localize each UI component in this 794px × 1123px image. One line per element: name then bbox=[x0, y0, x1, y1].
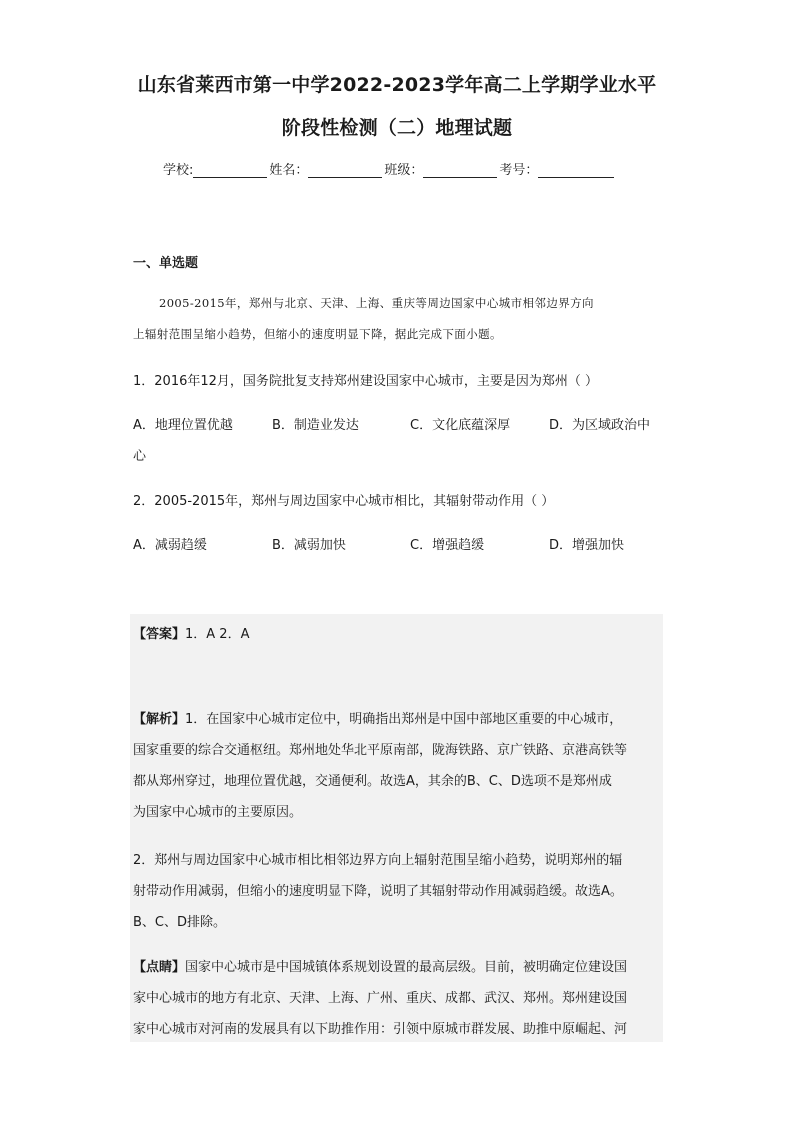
analysis-1-line-2: 国家重要的综合交通枢纽。郑州地处华北平原南部，陇海铁路、京广铁路、京港高铁等 bbox=[133, 743, 628, 758]
analysis-2-line-1: 2．郑州与周边国家中心城市相比相邻边界方向上辐射范围呈缩小趋势，说明郑州的辐 bbox=[133, 853, 623, 868]
q1-option-d-wrap: 心 bbox=[133, 449, 147, 464]
analysis-1-line-3: 都从郑州穿过，地理位置优越，交通便利。故选A，其余的B、C、D选项不是郑州成 bbox=[133, 774, 612, 789]
student-info-row bbox=[163, 159, 616, 178]
remark-line-2: 家中心城市的地方有北京、天津、上海、广州、重庆、成都、武汉、郑州。郑州建设国 bbox=[133, 991, 628, 1006]
q1-option-b[interactable]: B．制造业发达 bbox=[272, 418, 359, 433]
answer-text: 1．A 2．A bbox=[185, 627, 250, 642]
section-title: 一、单选题 bbox=[133, 256, 199, 271]
exam-title-line-1: 山东省莱西市第一中学2022-2023学年高二上学期学业水平 bbox=[137, 74, 657, 96]
analysis-1-line-1: 【解析】1．在国家中心城市定位中，明确指出郑州是中国中部地区重要的中心城市， bbox=[133, 712, 623, 727]
analysis-1 bbox=[133, 704, 665, 828]
class-blank[interactable] bbox=[423, 165, 497, 178]
analysis-2-line-3: B、C、D排除。 bbox=[133, 915, 227, 930]
class-label: 班级： bbox=[384, 163, 424, 178]
q1-option-d[interactable]: D．为区域政治中 bbox=[549, 418, 651, 433]
answer-line bbox=[133, 623, 249, 642]
exam-no-label: 考号： bbox=[499, 163, 539, 178]
q2-option-d[interactable]: D．增强加快 bbox=[549, 538, 625, 553]
passage-line-1: 2005-2015年，郑州与北京、天津、上海、重庆等周边国家中心城市相邻边界方向 bbox=[159, 296, 594, 310]
q2-option-b[interactable]: B．减弱加快 bbox=[272, 538, 346, 553]
q2-option-c[interactable]: C．增强趋缓 bbox=[410, 538, 485, 553]
question-1-stem: 1．2016年12月，国务院批复支持郑州建设国家中心城市，主要是因为郑州（ ） bbox=[133, 374, 599, 389]
remark-line-3: 家中心城市对河南的发展具有以下助推作用：引领中原城市群发展、助推中原崛起、河 bbox=[133, 1022, 628, 1037]
analysis-2 bbox=[133, 845, 665, 938]
remark bbox=[133, 952, 665, 1045]
q1-option-c[interactable]: C．文化底蕴深厚 bbox=[410, 418, 511, 433]
name-blank[interactable] bbox=[308, 165, 382, 178]
q2-option-a[interactable]: A．减弱趋缓 bbox=[133, 538, 207, 553]
school-label: 学校: bbox=[163, 163, 194, 178]
passage-line-2: 上辐射范围呈缩小趋势，但缩小的速度明显下降，据此完成下面小题。 bbox=[133, 327, 502, 341]
remark-line-1: 【点睛】国家中心城市是中国城镇体系规划设置的最高层级。目前，被明确定位建设国 bbox=[133, 960, 628, 975]
exam-no-blank[interactable] bbox=[538, 165, 614, 178]
analysis-2-line-2: 射带动作用减弱，但缩小的速度明显下降，说明了其辐射带动作用减弱趋缓。故选A。 bbox=[133, 884, 623, 899]
analysis-1-line-4: 为国家中心城市的主要原因。 bbox=[133, 805, 303, 820]
exam-title-line-2: 阶段性检测（二）地理试题 bbox=[281, 117, 513, 139]
question-2-stem: 2．2005-2015年，郑州与周边国家中心城市相比，其辐射带动作用（ ） bbox=[133, 494, 555, 509]
school-blank[interactable] bbox=[193, 165, 267, 178]
name-label: 姓名： bbox=[269, 163, 309, 178]
q1-option-a[interactable]: A．地理位置优越 bbox=[133, 418, 233, 433]
answer-label: 【答案】 bbox=[133, 627, 186, 642]
